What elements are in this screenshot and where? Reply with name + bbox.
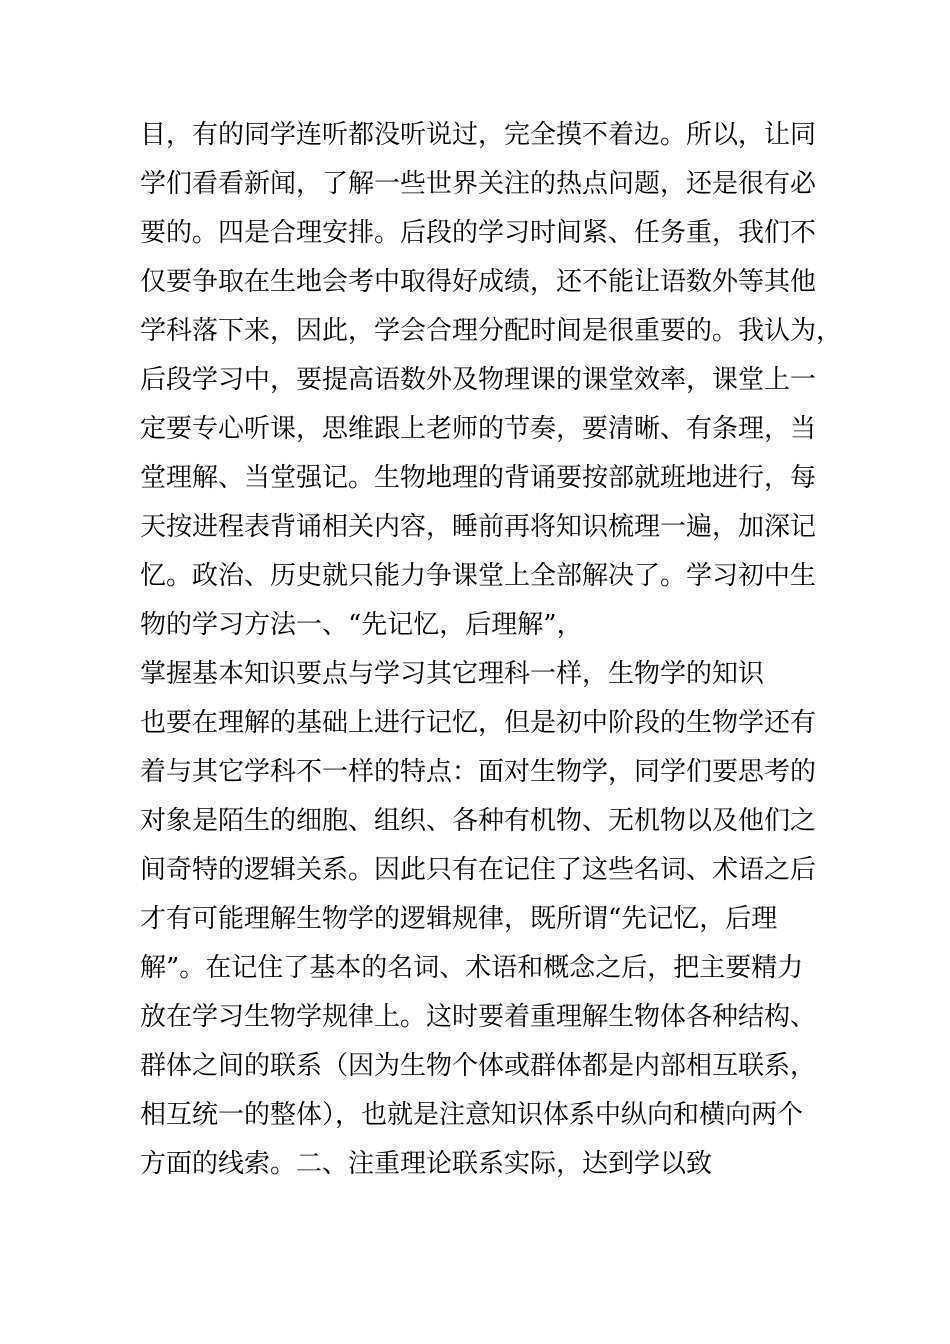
text-line-12: 掌握基本知识要点与学习其它理科一样，生物学的知识	[140, 659, 765, 689]
text-line-19: 放在学习生物学规律上。这时要着重理解生物体各种结构、	[140, 1002, 817, 1032]
text-line-9: 天按进程表背诵相关内容，睡前再将知识梳理一遍，加深记	[140, 512, 817, 542]
text-line-15: 对象是陌生的细胞、组织、各种有机物、无机物以及他们之	[140, 806, 817, 836]
body-text	[140, 111, 843, 1189]
text-line-16: 间奇特的逻辑关系。因此只有在记住了这些名词、术语之后	[140, 855, 817, 885]
text-line-22: 方面的线索。二、注重理论联系实际，达到学以致	[140, 1149, 713, 1179]
text-line-2: 学们看看新闻，了解一些世界关注的热点问题，还是很有必	[140, 169, 817, 199]
text-line-1: 目，有的同学连听都没听说过，完全摸不着边。所以，让同	[140, 120, 817, 150]
text-line-10: 忆。政治、历史就只能力争课堂上全部解决了。学习初中生	[140, 561, 817, 591]
text-line-5: 学科落下来，因此，学会合理分配时间是很重要的。我认为，	[140, 316, 843, 346]
text-line-17: 才有可能理解生物学的逻辑规律，既所谓“先记忆，后理	[140, 904, 778, 934]
text-line-7: 定要专心听课，思维跟上老师的节奏，要清晰、有条理，当	[140, 414, 817, 444]
text-line-14: 着与其它学科不一样的特点：面对生物学，同学们要思考的	[140, 757, 817, 787]
text-line-18: 解”。在记住了基本的名词、术语和概念之后，把主要精力	[140, 953, 804, 983]
text-line-8: 堂理解、当堂强记。生物地理的背诵要按部就班地进行，每	[140, 463, 817, 493]
text-line-4: 仅要争取在生地会考中取得好成绩，还不能让语数外等其他	[140, 267, 817, 297]
text-line-20: 群体之间的联系（因为生物个体或群体都是内部相互联系，	[140, 1051, 817, 1081]
text-line-13: 也要在理解的基础上进行记忆，但是初中阶段的生物学还有	[140, 708, 817, 738]
text-line-21: 相互统一的整体），也就是注意知识体系中纵向和横向两个	[140, 1100, 804, 1130]
text-line-3: 要的。四是合理安排。后段的学习时间紧、任务重，我们不	[140, 218, 817, 248]
text-line-11: 物的学习方法一、“先记忆，后理解”，	[140, 610, 583, 640]
text-line-6: 后段学习中，要提高语数外及物理课的课堂效率，课堂上一	[140, 365, 817, 395]
